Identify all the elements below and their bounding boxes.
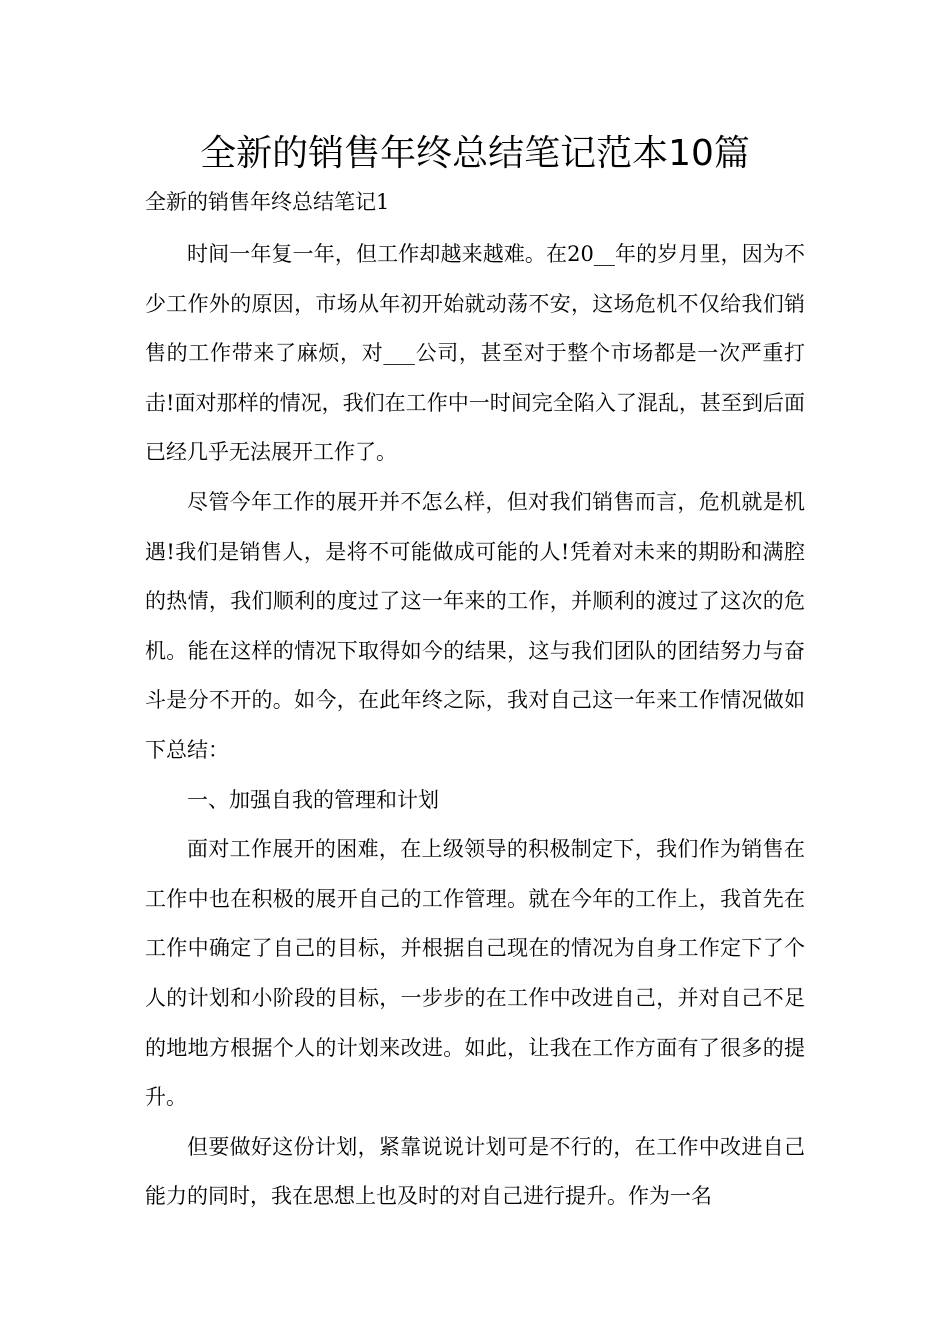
paragraph-2: 尽管今年工作的展开并不怎么样，但对我们销售而言，危机就是机遇!我们是销售人，是将不可能做成可能的人!凭着对未来的期盼和满腔的热情，我们顺利的度过了这一年来的工作，并顺利的渡过了这次的危机。能在这样的情况下取得如今的结果，这与我们团队的团结努力与奋斗是分不开的。如今，在此年终之际，我对自己这一年来工作情况做如下总结： — [145, 489, 805, 762]
document-title: 全新的销售年终总结笔记范本10篇 — [200, 133, 750, 174]
paragraph-3: 面对工作展开的困难，在上级领导的积极制定下，我们作为销售在工作中也在积极的展开自己的工作管理。就在今年的工作上，我首先在工作中确定了自己的目标，并根据自己现在的情况为自身工作定下了个人的计划和小阶段的目标，一步步的在工作中改进自己，并对自己不足的地地方根据个人的计划来改进。如此，让我在工作方面有了很多的提升。 — [145, 837, 805, 1110]
paragraph-4: 但要做好这份计划，紧靠说说计划可是不行的，在工作中改进自己能力的同时，我在思想上也及时的对自己进行提升。作为一名 — [145, 1134, 805, 1209]
subsection-heading: 一、加强自我的管理和计划 — [187, 787, 439, 812]
section-heading: 全新的销售年终总结笔记1 — [145, 190, 390, 214]
paragraph-1: 时间一年复一年，但工作却越来越难。在20__年的岁月里，因为不少工作外的原因，市场从年初开始就动荡不安，这场危机不仅给我们销售的工作带来了麻烦，对___公司，甚至对于整个市场都是一次严重打击!面对那样的情况，我们在工作中一时间完全陷入了混乱，甚至到后面已经几乎无法展开工作了。 — [145, 242, 805, 465]
document-body — [145, 230, 805, 1222]
